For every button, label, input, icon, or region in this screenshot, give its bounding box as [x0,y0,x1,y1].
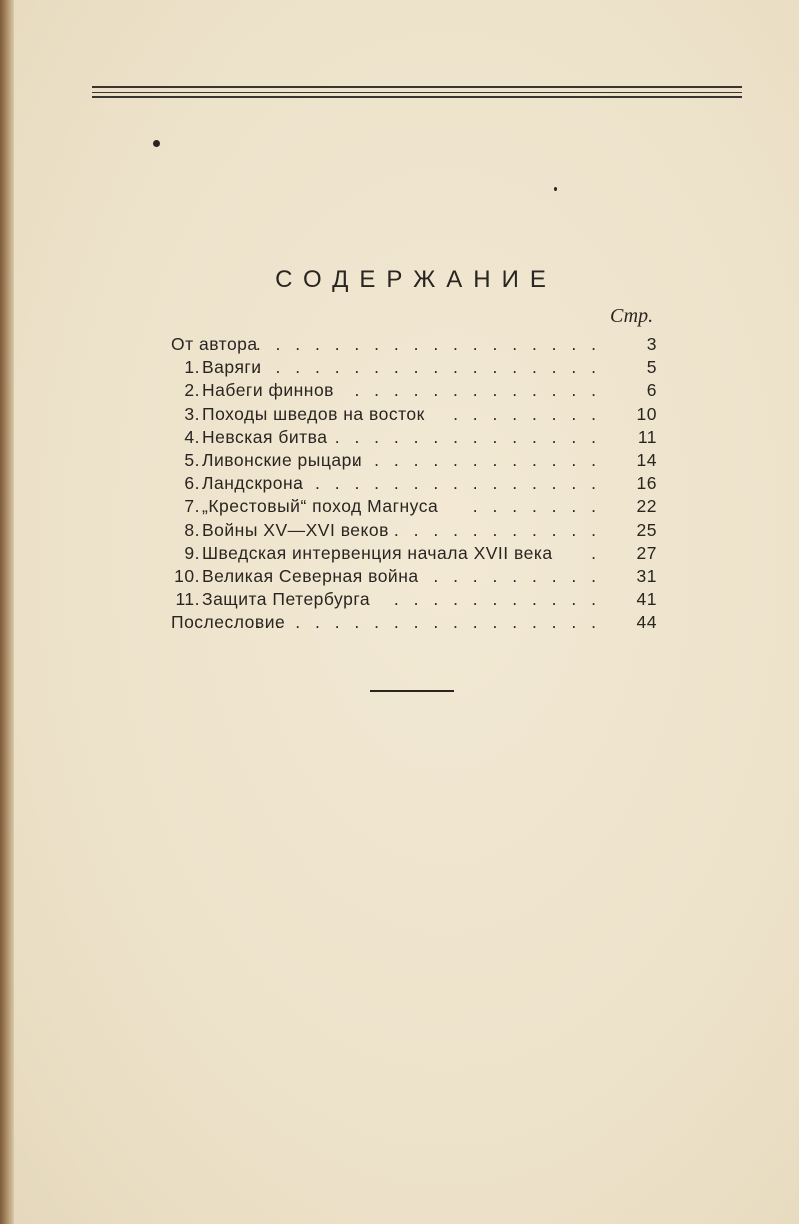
ink-speck [554,187,557,191]
toc-entry-number: 11. [175,589,200,610]
page-title: СОДЕРЖАНИЕ [275,266,557,293]
toc-entry [171,379,661,402]
toc-entry-title: Варяги [202,357,262,378]
toc-leader-dots: . . . . . . . . . . . . . [354,449,601,470]
toc-entry-page: 5 [646,357,657,378]
toc-leader-dots: . . . . . . . [472,496,601,517]
toc-entry-number: 9. [184,542,200,563]
toc-entry-title: Походы шведов на восток [202,403,425,424]
toc-entry-title: „Крестовый“ поход Магнуса [202,496,439,517]
toc-entry-page: 25 [636,519,657,540]
toc-leader-dots: . . . . . . . . . . . . . . . . [295,473,601,494]
toc-entry [171,611,661,634]
toc-entry-number: 1. [184,357,200,378]
toc-entry-number: 7. [184,496,200,517]
toc-entry-title: Шведская интервенция начала XVII века [202,542,553,563]
toc-entry-page: 31 [636,565,657,586]
toc-leader-dots: . . . . . . . . . . . . . . [334,426,601,447]
toc-leader-dots: . . . . . . . . . . . [393,519,601,540]
toc-entry-page: 3 [646,334,657,354]
toc-entry-title: Ливонские рыцари [202,449,363,470]
toc-entry-page: 44 [636,612,657,633]
bottom-rule [370,690,454,692]
toc-entry-title: Ландскрона [202,473,304,494]
toc-entry-page: 10 [636,403,657,424]
book-spine-shadow [0,0,14,1224]
toc-entry [171,333,661,356]
toc-leader-dots: . . . . . . . . . . . . . [354,380,601,401]
toc-leader-dots: . [591,542,601,563]
toc-entry-number: 5. [184,449,200,470]
toc-entry [171,472,661,495]
toc-entry-page: 6 [646,380,657,401]
toc-leader-dots: . . . . . . . . . . . . . . . . . . [255,357,601,378]
toc-leader-dots: . . . . . . . . [453,403,601,424]
toc-leader-dots: . . . . . . . . . . . . . . . . . . [255,334,601,354]
toc-entry-title: Послесловие [171,612,286,633]
top-rule [92,86,742,88]
toc-entry-title: От автора [171,334,258,354]
table-of-contents [171,333,661,634]
toc-entry-number: 6. [184,473,200,494]
toc-entry-number: 8. [184,519,200,540]
toc-entry-page: 14 [636,449,657,470]
toc-entry [171,356,661,379]
toc-leader-dots: . . . . . . . . . . . [393,589,601,610]
toc-entry-page: 27 [636,542,657,563]
toc-entry [171,426,661,449]
toc-entry-page: 16 [636,473,657,494]
toc-entry-title: Войны XV—XVI веков [202,519,389,540]
toc-entry-number: 2. [184,380,200,401]
toc-entry [171,542,661,565]
top-rule [92,96,742,98]
toc-leader-dots: . . . . . . . . . . . . . . . . . . [255,612,601,633]
toc-entry-title: Великая Северная война [202,565,419,586]
toc-leader-dots: . . . . . . . . . [433,565,601,586]
page-column-label: Стр. [610,305,654,327]
toc-entry [171,403,661,426]
toc-entry [171,565,661,588]
ink-speck [153,140,160,147]
toc-entry-title: Защита Петербурга [202,589,371,610]
toc-entry-title: Невская битва [202,426,328,447]
toc-entry-number: 3. [184,403,200,424]
top-rule [92,92,742,93]
toc-entry-page: 11 [637,426,657,447]
toc-entry-number: 10. [174,565,200,586]
toc-entry-page: 22 [636,496,657,517]
toc-entry-page: 41 [636,589,657,610]
toc-entry-number: 4. [184,426,200,447]
toc-entry [171,519,661,542]
toc-entry-title: Набеги финнов [202,380,334,401]
toc-entry [171,449,661,472]
toc-entry [171,588,661,611]
toc-entry [171,495,661,518]
